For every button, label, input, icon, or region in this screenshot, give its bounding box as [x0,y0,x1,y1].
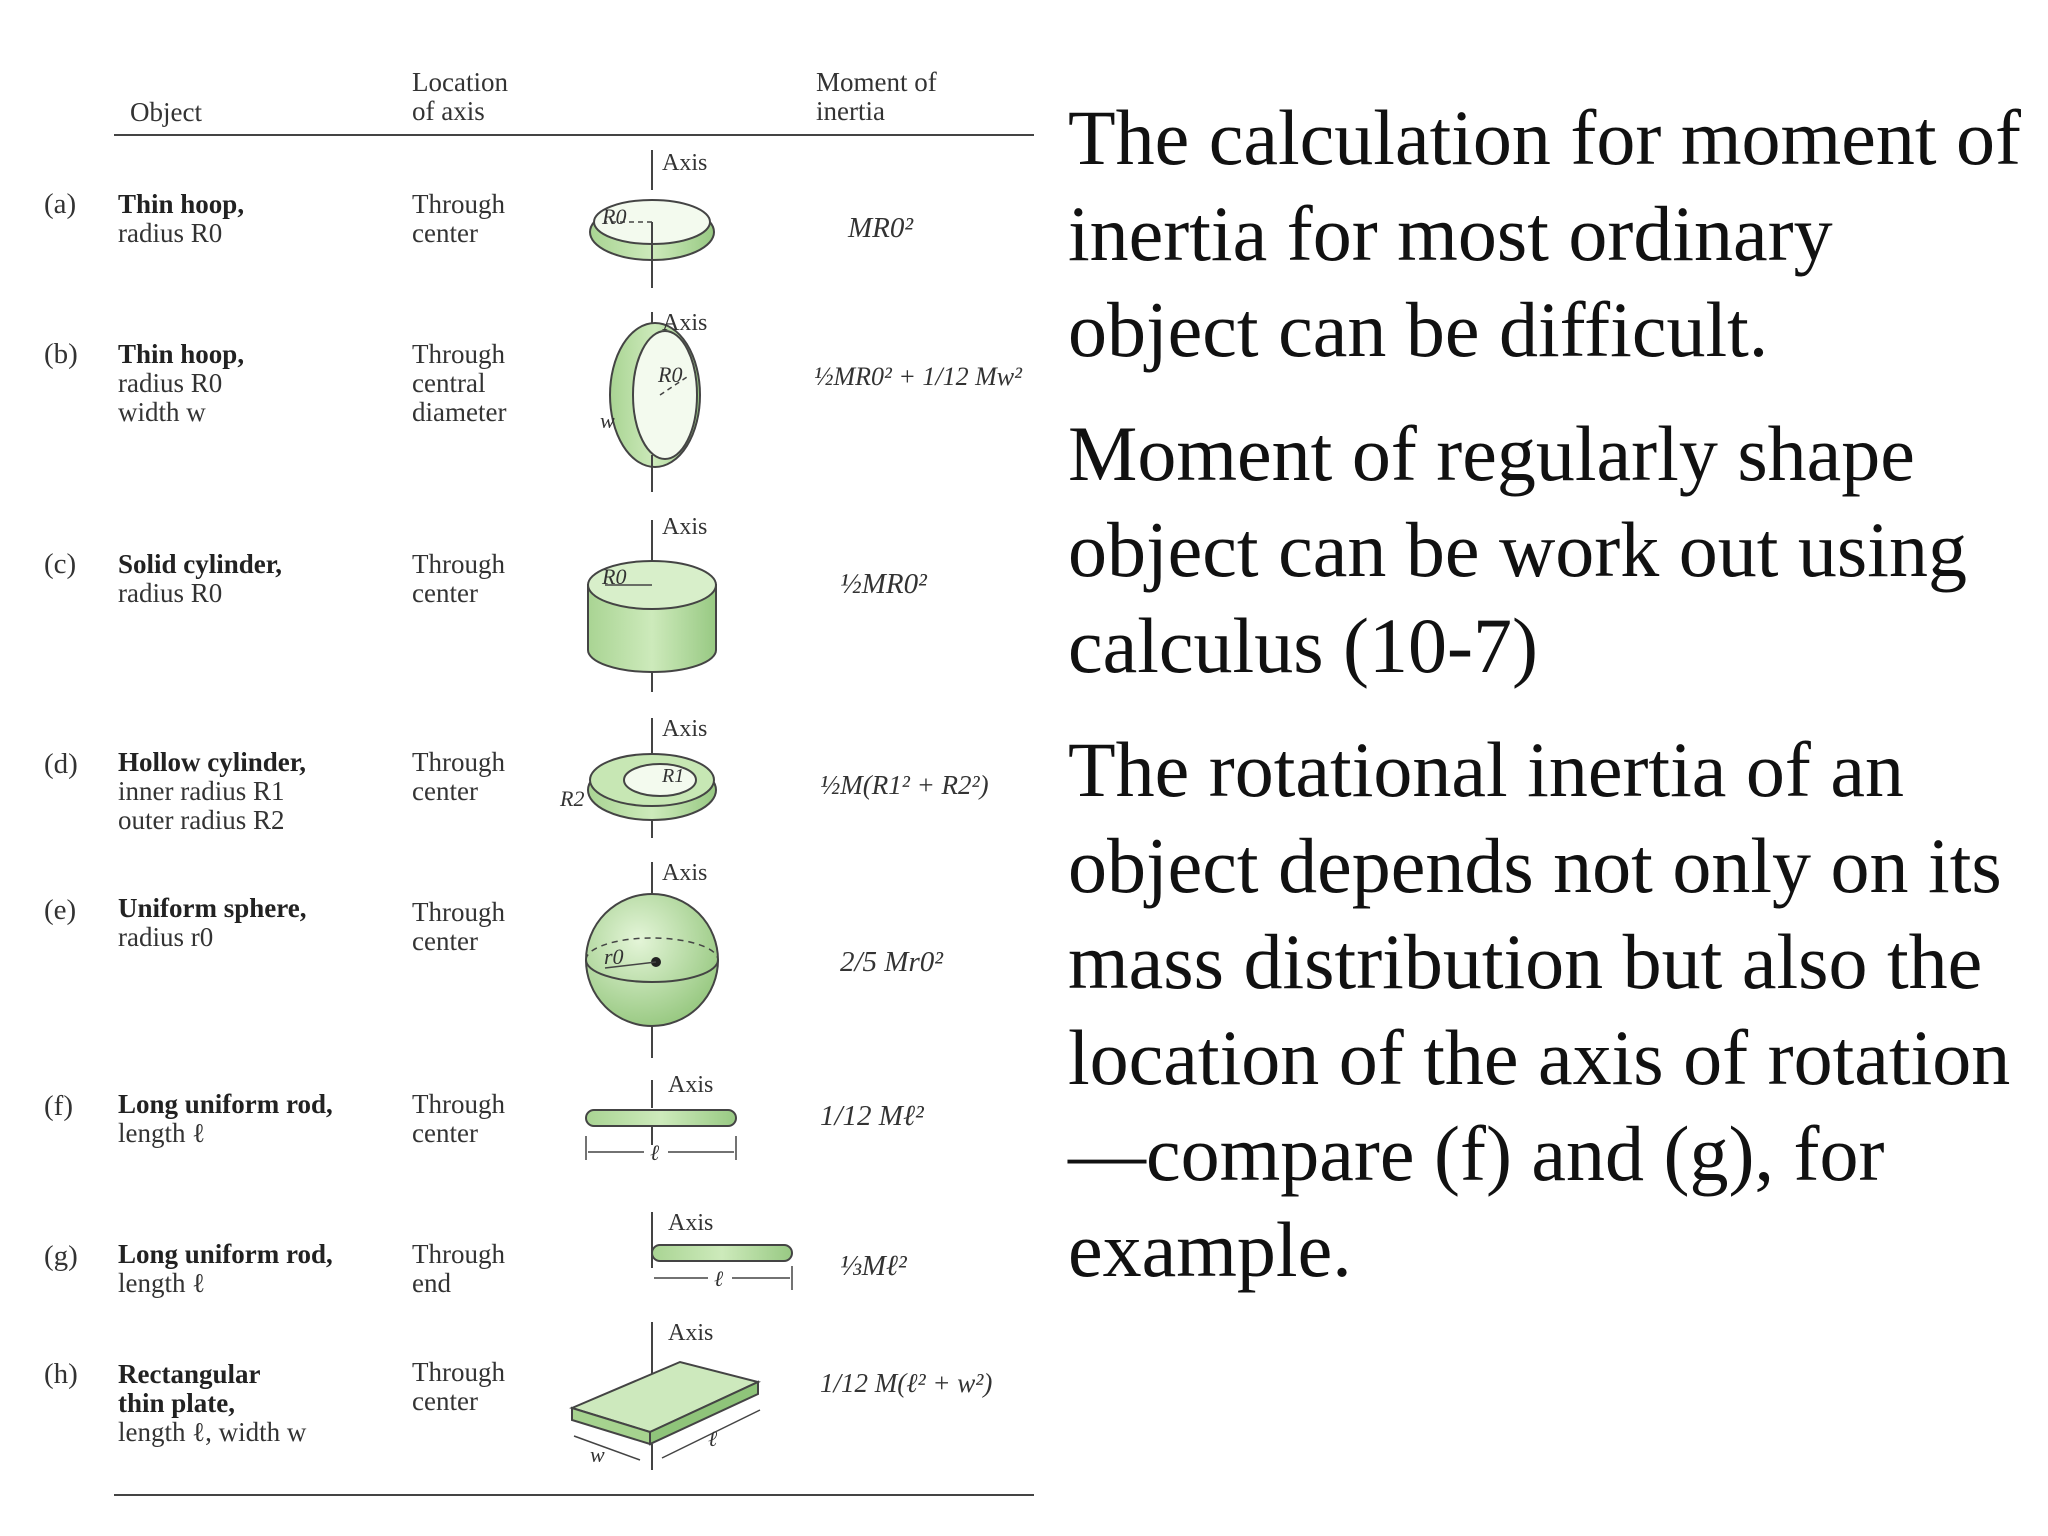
label-w: w [600,408,615,433]
row-a-letter: (a) [44,188,77,220]
row-c-formula: ½MR0² [840,568,927,600]
label-r1: R1 [662,765,685,787]
label-r0: R0 [602,564,627,589]
diagram-thin-hoop [590,150,714,288]
label-l: ℓ [650,1140,660,1165]
axis-label: Axis [662,310,708,336]
row-h-object: Rectangular thin plate, length ℓ, width w [118,1359,307,1447]
axis-label: Axis [668,1210,714,1236]
row-g-formula: ⅓Mℓ² [840,1250,907,1282]
row-e-location: Through center [412,897,505,956]
label-l: ℓ [708,1426,718,1451]
header-object: Object [130,97,202,127]
row-f-location: Through center [412,1089,505,1148]
row-a-formula: MR0² [848,212,914,244]
paragraph-calculation: The calculation for moment of inertia for most ordinary object can be difficult. [1068,94,2021,373]
row-d-letter: (d) [44,748,78,780]
row-e-object: Uniform sphere, radius r0 [118,893,307,952]
diagram-uniform-sphere [586,860,718,1058]
axis-label: Axis [662,514,708,540]
explanation-text [1068,90,2028,1326]
header-moment: Moment of inertia [816,67,937,126]
axis-label: Axis [668,1320,714,1346]
paragraph-axis-location: The rotational inertia of an object depends not only on its mass distribution but also the location of the axis of rotation—compare (f) and (g), for example. [1068,726,2011,1293]
row-h-formula: 1/12 M(ℓ² + w²) [820,1368,993,1398]
diagram-solid-cylinder [588,514,716,692]
row-h-letter: (h) [44,1358,78,1390]
label-w: w [590,1442,605,1467]
axis-label: Axis [668,1072,714,1098]
row-a-location: Through center [412,189,505,248]
header-location: Location of axis [412,67,508,126]
label-r0: r0 [604,944,624,969]
row-c-letter: (c) [44,548,77,580]
label-r0: R0 [658,362,683,387]
diagram-rod-center [586,1072,736,1165]
axis-label: Axis [662,860,708,886]
row-a-object: Thin hoop, radius R0 [118,189,245,248]
row-h-location: Through center [412,1357,505,1416]
row-f-letter: (f) [44,1090,73,1122]
row-d-location: Through center [412,747,505,806]
paragraph-calculus: Moment of regularly shape object can be work out using calculus (10-7) [1068,410,1967,689]
row-c-object: Solid cylinder, radius R0 [118,549,283,608]
label-r2: R2 [560,786,585,811]
row-g-letter: (g) [44,1240,78,1272]
diagram-hollow-cylinder [559,716,716,838]
row-e-formula: 2/5 Mr0² [840,946,943,978]
row-f-formula: 1/12 Mℓ² [820,1100,924,1132]
label-r0: R0 [602,204,627,229]
row-d-formula: ½M(R1² + R2²) [820,770,989,800]
diagram-rect-plate [572,1320,760,1470]
axis-label: Axis [662,716,708,742]
row-g-location: Through end [412,1239,505,1298]
diagram-thin-hoop-diameter [600,310,707,492]
object-diagrams [540,0,820,1536]
row-g-object: Long uniform rod, length ℓ [118,1239,333,1298]
row-c-location: Through center [412,549,505,608]
diagram-rod-end [652,1210,792,1291]
axis-label: Axis [662,150,708,176]
row-b-letter: (b) [44,338,78,370]
row-b-object: Thin hoop, radius R0 width w [118,339,245,427]
label-l: ℓ [714,1266,724,1291]
row-b-location: Through central diameter [412,339,507,427]
row-e-letter: (e) [44,894,77,926]
row-d-object: Hollow cylinder, inner radius R1 outer radius R2 [118,747,307,835]
row-f-object: Long uniform rod, length ℓ [118,1089,333,1148]
row-b-formula: ½MR0² + 1/12 Mw² [814,362,1022,391]
